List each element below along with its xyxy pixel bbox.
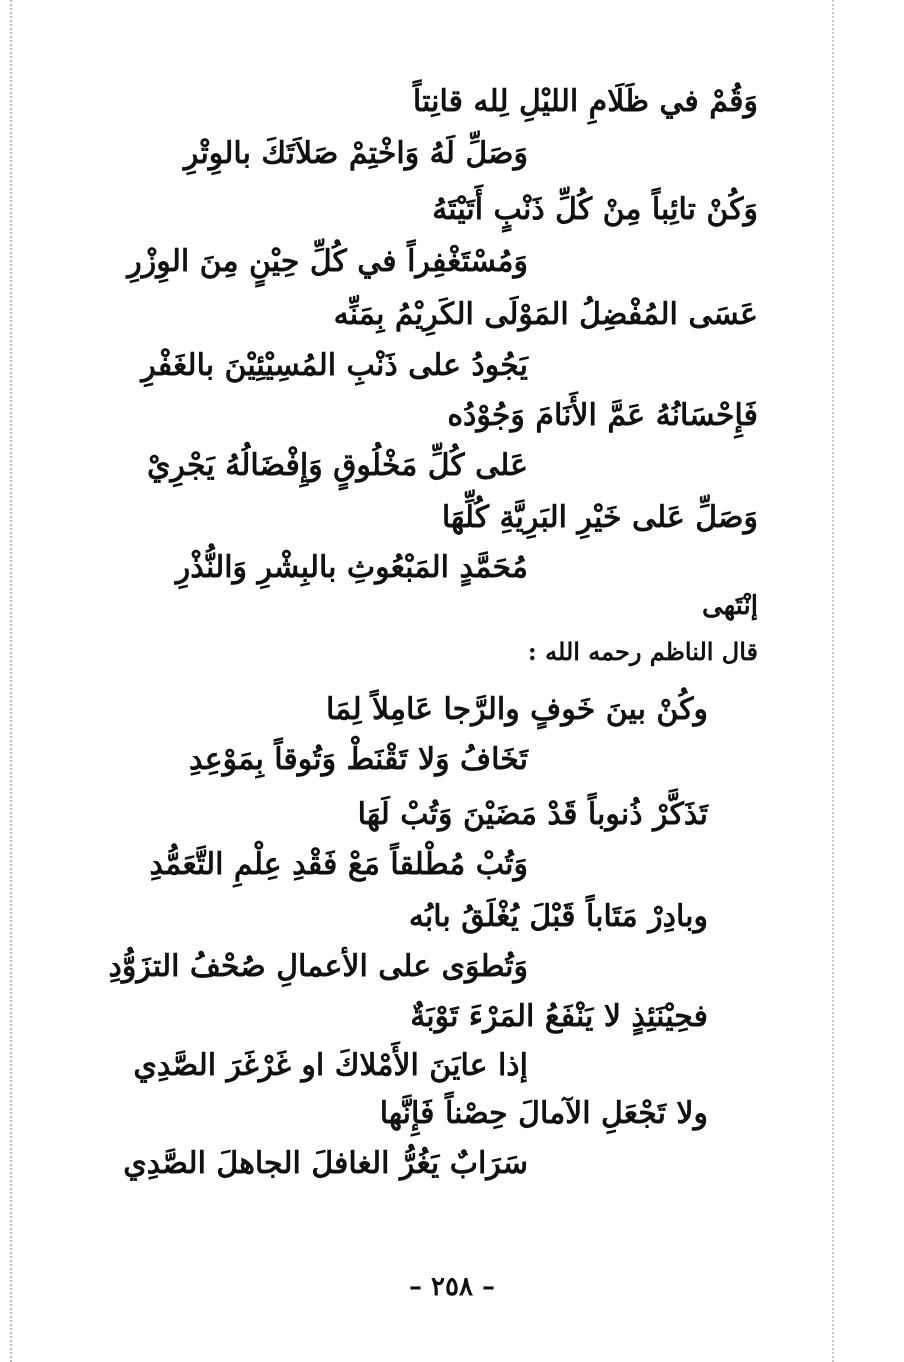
scan-edge-left bbox=[10, 0, 12, 1362]
poem1-verse-5-hemistich-1: وَصَلِّ عَلى خَيْرِ البَرِيَّةِ كُلِّهَا bbox=[441, 500, 758, 535]
poem1-verse-4-hemistich-1: فَإِحْسَانُهُ عَمَّ الأَنَامَ وَجُوْدُه bbox=[447, 398, 758, 433]
poem2-verse-4-hemistich-2: إذا عايَنَ الأَمْلاكَ او غَرْغَرَ الصَّدِي bbox=[133, 1048, 528, 1083]
poem2-verse-2-hemistich-2: وَتُبْ مُطْلقاً مَعْ فَقْدِ عِلْمِ التَّعَمُّدِ bbox=[149, 847, 528, 882]
poem1-verse-1-hemistich-2: وَصَلِّ لَهُ وَاخْتِمْ صَلاَتَكَ بالوِتْرِ bbox=[183, 136, 528, 171]
poem2-verse-5-hemistich-1: ولا تَجْعَلِ الآمالَ حِصْناً فَإِنَّها bbox=[379, 1096, 708, 1131]
poem2-verse-4-hemistich-1: فحِيْنَئِذٍ لا يَنْفَعُ المَرْءَ تَوْبَةٌ bbox=[410, 999, 708, 1034]
poem1-verse-4-hemistich-2: عَلى كُلِّ مَخْلُوقٍ وَإِفْضَالُهُ يَجْرِيْ bbox=[146, 448, 528, 483]
poem1-verse-2-hemistich-1: وَكُنْ تائِباً مِنْ كُلِّ ذَنْبٍ أَتَيْتَهُ bbox=[432, 192, 758, 227]
poem2-verse-5-hemistich-2: سَرَابٌ يَغُرُّ الغافلَ الجاهلَ الصَّدِي bbox=[123, 1146, 528, 1181]
poem-end-marker: إنْتَهى bbox=[702, 591, 758, 621]
scan-edge-right bbox=[832, 0, 834, 1362]
poem1-verse-2-hemistich-2: وَمُسْتَغْفِراً في كُلِّ حِيْنٍ مِنَ الوِزْرِ bbox=[127, 244, 528, 279]
poem1-verse-3-hemistich-2: يَجُودُ على ذَنْبِ المُسِيْئِيْنَ بالغَفْرِ bbox=[141, 348, 528, 383]
poem2-verse-3-hemistich-2: وَتُطوَى على الأعمالِ صُحْفُ التزَوُّدِ bbox=[108, 949, 528, 984]
poem1-verse-3-hemistich-1: عَسَى المُفْضِلُ المَوْلَى الكَرِيْمُ بِمَنِّه bbox=[333, 297, 758, 332]
poem2-verse-3-hemistich-1: وبادِرْ مَتَاباً قَبْلَ يُغْلَقُ بابُه bbox=[408, 899, 708, 934]
page-number: – ٢٥٨ – bbox=[408, 1272, 496, 1302]
poem2-verse-1-hemistich-2: تَخَافُ وَلا تَقْنَطْ وَتُوقاً بِمَوْعِدِ bbox=[188, 742, 528, 777]
poem1-verse-5-hemistich-2: مُحَمَّدٍ المَبْعُوثِ بالبِشْرِ وَالنُّذْرِ bbox=[175, 550, 528, 585]
poem2-verse-1-hemistich-1: وكُنْ بينَ خَوفٍ والرَّجا عَامِلاً لِمَا bbox=[325, 692, 708, 727]
poem2-verse-2-hemistich-1: تَذَكَّرْ ذُنوباً قَدْ مَضَيْنَ وَتُبْ لَهَا bbox=[357, 797, 708, 832]
poem1-verse-1-hemistich-1: وَقُمْ في ظَلَامِ الليْلِ لِله قانِتاً bbox=[412, 84, 758, 119]
section-heading: قال الناظم رحمه الله : bbox=[527, 637, 758, 666]
